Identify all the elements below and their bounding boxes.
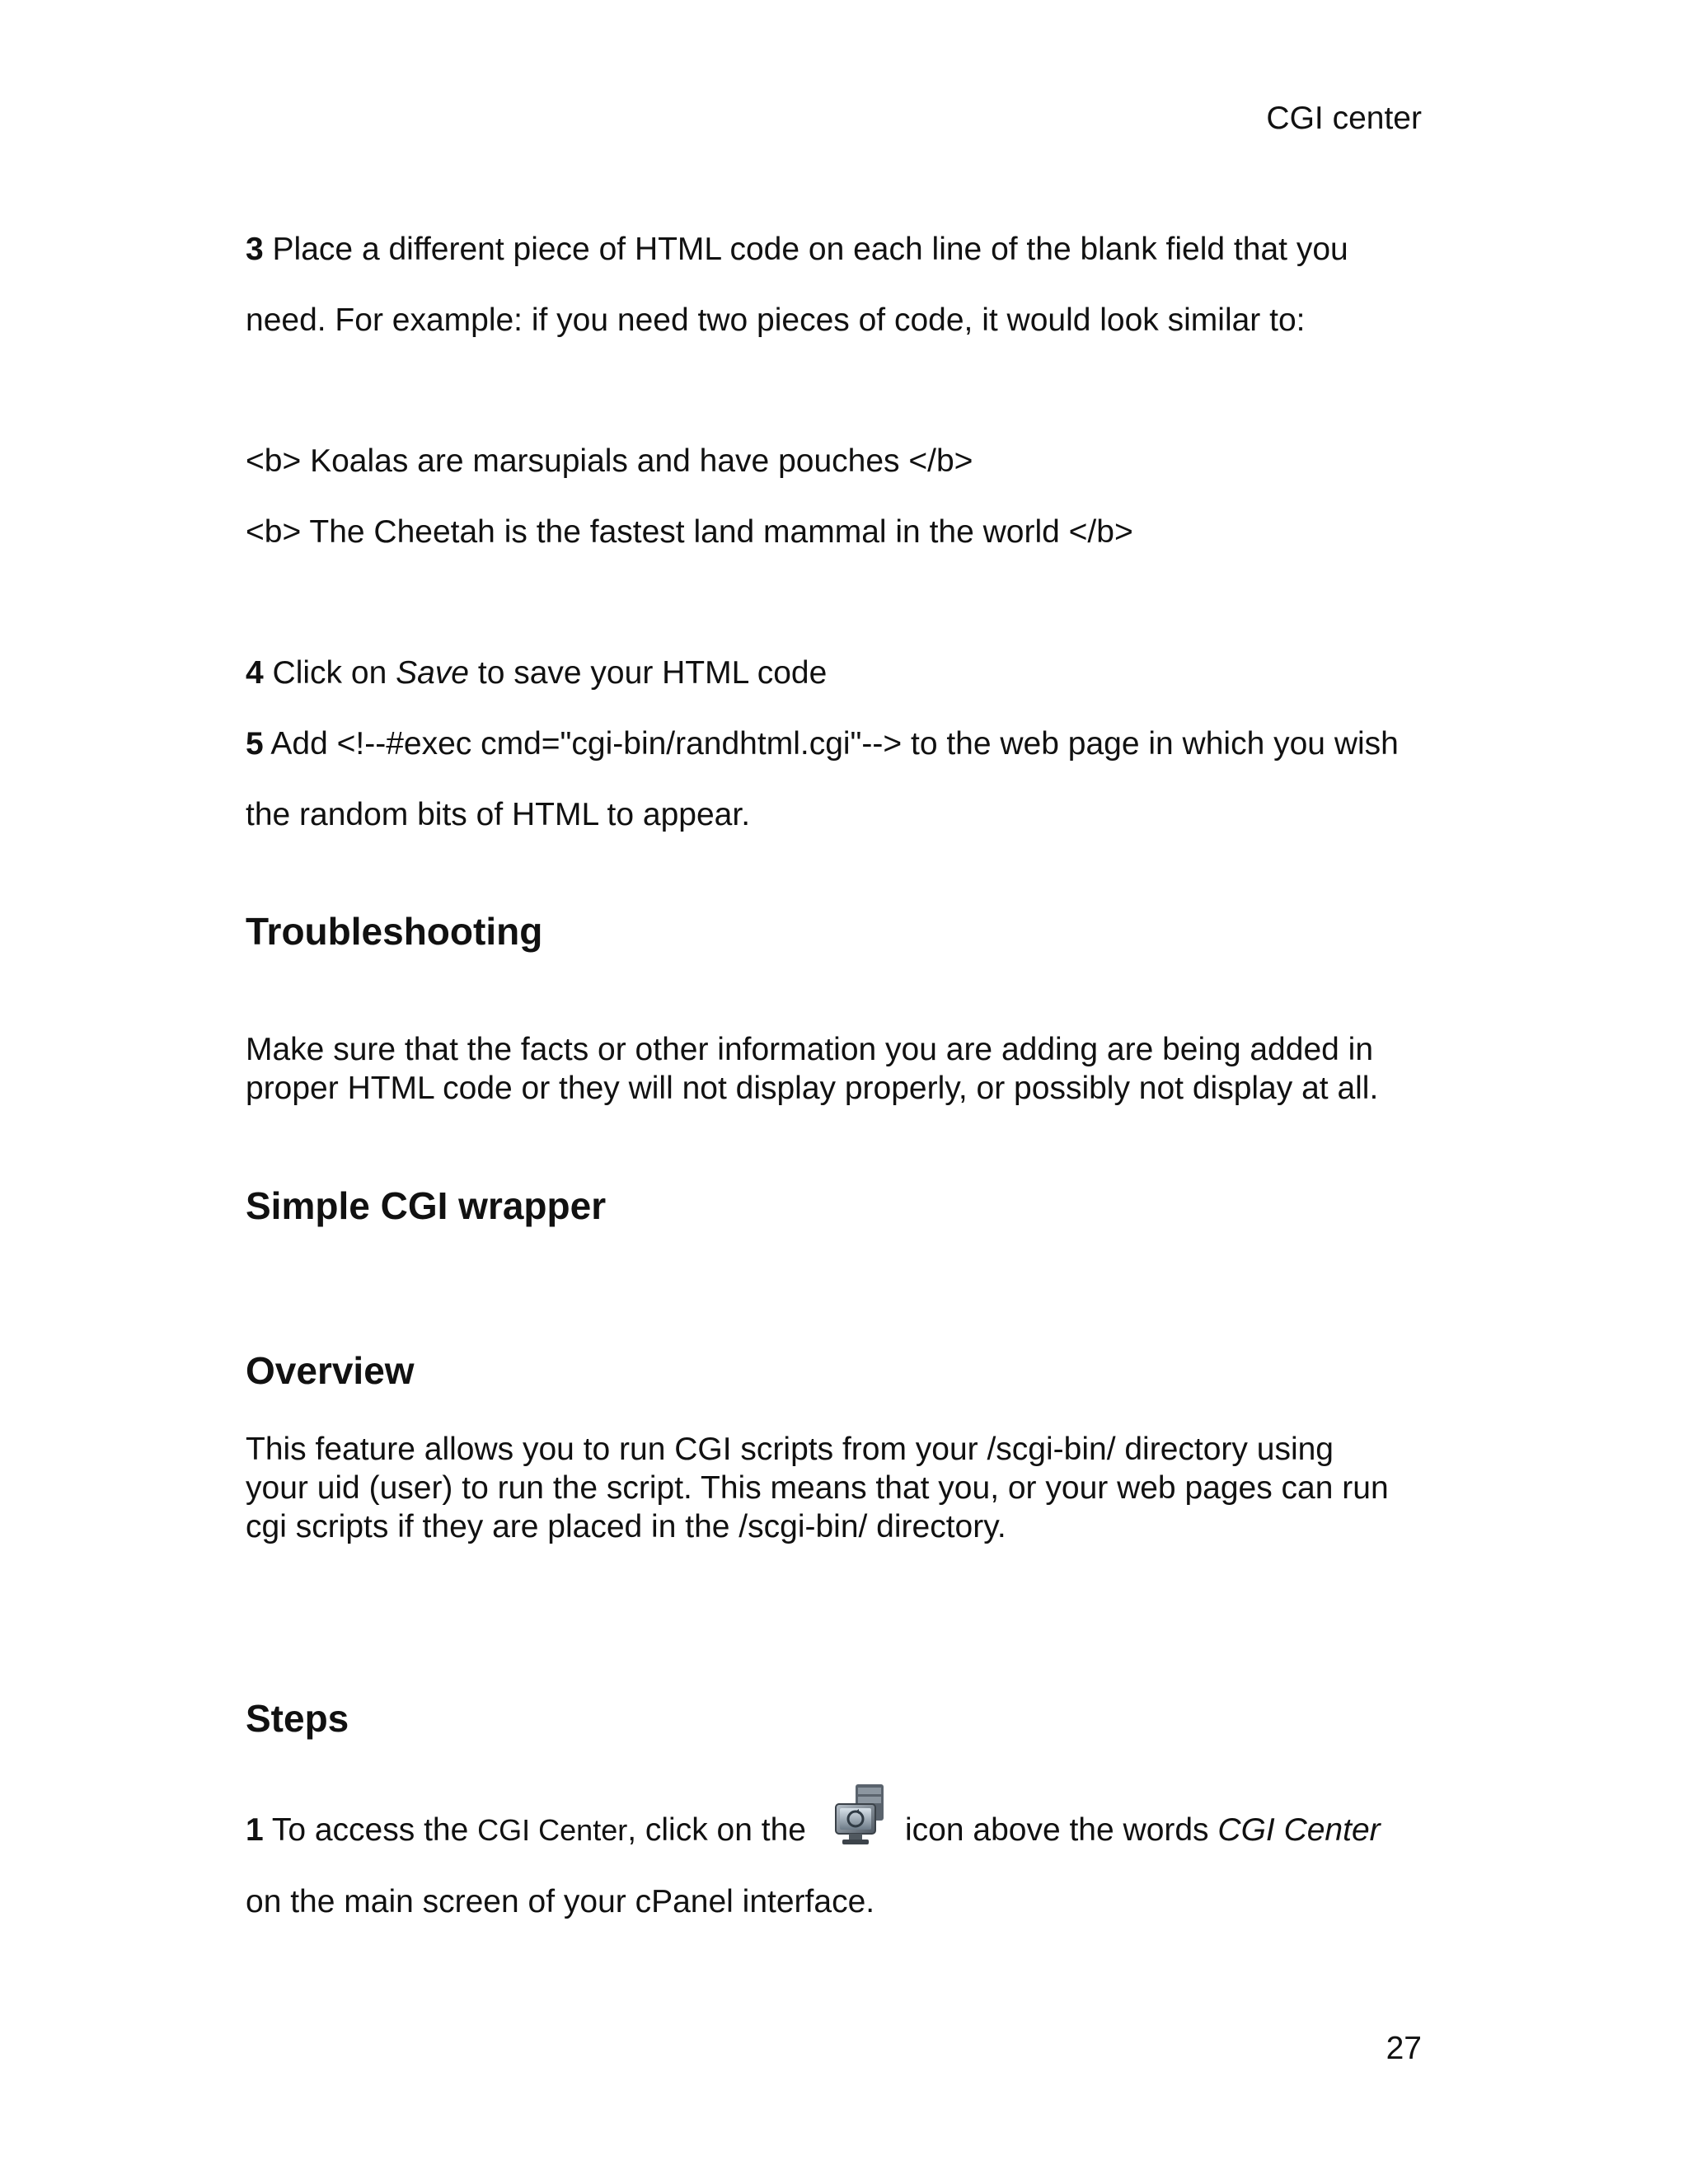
paragraph-line: proper HTML code or they will not display properly, or possibly not display at all. [246,1071,1379,1106]
steps-heading: Steps [246,1697,349,1740]
page-number: 27 [1386,2031,1422,2066]
cgi-center-label: CGI Center [1217,1812,1381,1848]
overview-paragraph [246,1430,1449,1546]
step-number: 5 [246,726,264,762]
steps-step-1-line-2: on the main screen of your cPanel interface. [246,1884,875,1919]
overview-heading: Overview [246,1349,415,1392]
paragraph-line: Make sure that the facts or other information you are adding are being added in [246,1032,1374,1067]
cgi-center-icon [832,1783,890,1849]
code-example-1: <b> Koalas are marsupials and have pouches </b> [246,443,973,479]
steps-step-1-line-1-cont [905,1814,1381,1846]
paragraph-line: cgi scripts if they are placed in the /scgi-bin/ directory. [246,1509,1006,1544]
step-text: icon above the words [905,1812,1209,1848]
step-text-suffix: to save your HTML code [477,655,828,691]
troubleshooting-heading: Troubleshooting [246,910,543,953]
save-term: Save [396,655,470,691]
step-3-line-2: need. For example: if you need two pieces of code, it would look similar to: [246,302,1306,338]
step-number: 3 [246,232,264,267]
paragraph-line: This feature allows you to run CGI scripts from your /scgi-bin/ directory using [246,1432,1334,1467]
step-4 [246,657,827,689]
step-text: To access the [271,1812,469,1848]
step-5-line-1 [246,728,1399,760]
step-number: 4 [246,655,264,691]
step-text: Place a different piece of HTML code on each line of the blank field that you [272,232,1348,267]
step-number: 1 [246,1812,264,1848]
step-5-line-2: the random bits of HTML to appear. [246,797,751,832]
step-text: , click on the [627,1812,806,1848]
step-3-line-1 [246,233,1348,265]
steps-step-1-line-1 [246,1814,806,1846]
simple-cgi-wrapper-heading: Simple CGI wrapper [246,1184,607,1227]
troubleshooting-paragraph [246,1030,1449,1108]
step-text-prefix: Click on [272,655,387,691]
running-header: CGI center [1266,101,1422,136]
paragraph-line: your uid (user) to run the script. This means that you, or your web pages can run [246,1470,1389,1506]
cgi-center-term: CGI Center [477,1813,628,1847]
code-example-2: <b> The Cheetah is the fastest land mammal in the world </b> [246,514,1133,550]
step-text: Add <!--#exec cmd="cgi-bin/randhtml.cgi"--> to the web page in which you wish [270,726,1399,762]
